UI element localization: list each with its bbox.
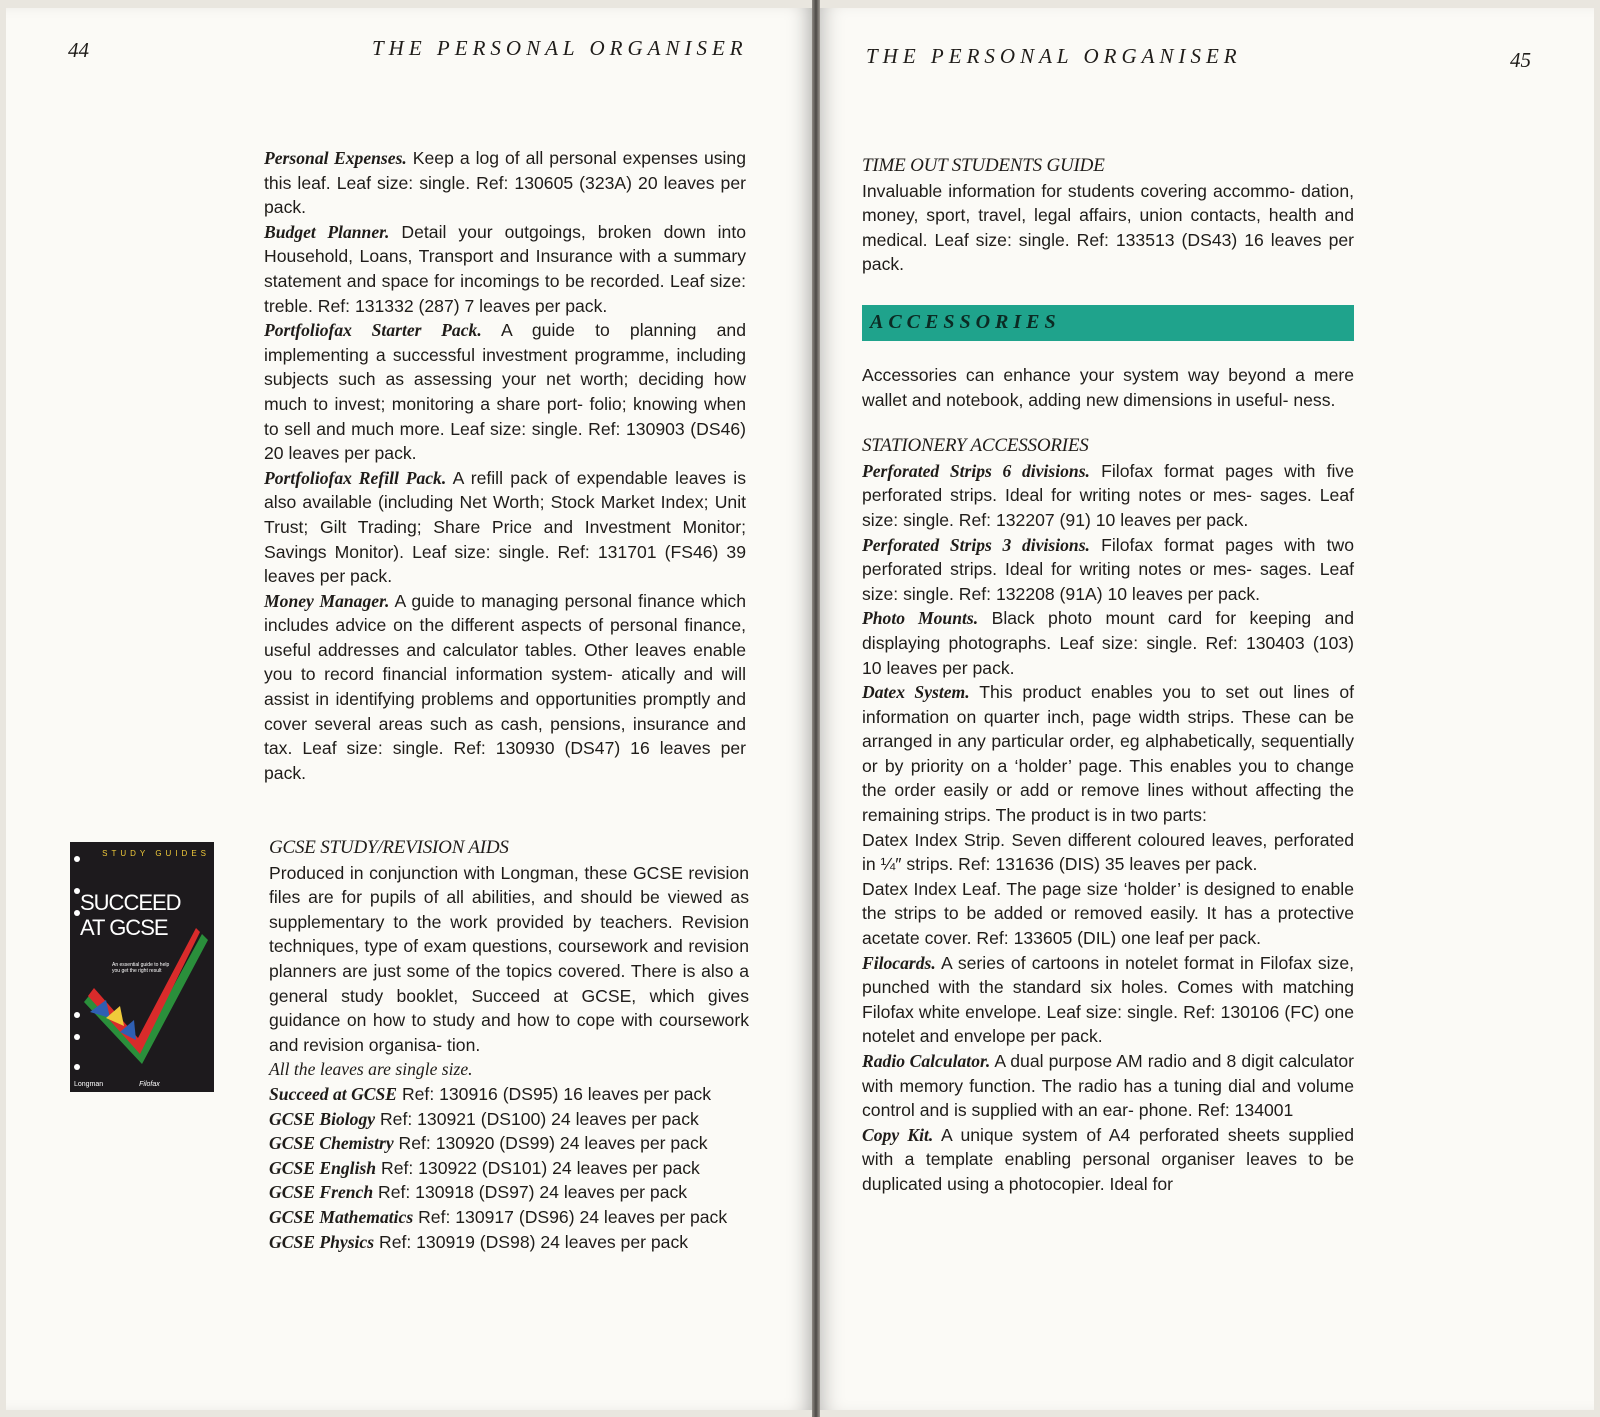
left-page-number: 44: [68, 38, 89, 62]
entry-datex-system: Datex System. This product enables you to set out lines of information on quarter inch, page width strips. These can be arranged in any particular order, eg alphabetically, sequentially or by priority on a ‘holder’ page. This enables you to change the order easily or add or remove lines without affecting the remaining strips. The product is in two parts:: [862, 682, 1355, 826]
gcse-note: All the leaves are single size.: [269, 1059, 473, 1080]
entry-title: Personal Expenses.: [264, 148, 407, 168]
right-running-head: THE PERSONAL ORGANISER: [866, 44, 1242, 68]
succeed-at-gcse-cover-image: [70, 842, 214, 1092]
left-running-head: THE PERSONAL ORGANISER: [372, 36, 748, 60]
students-guide-text: Invaluable information for students covering accommo- dation, money, sport, travel, legal affairs, union contacts, health and medical. Leaf size: single. Ref: 133513 (DS43) 16 leaves per pack.: [862, 180, 1354, 275]
book-gutter: [812, 0, 820, 1417]
entry-filocards: Filocards. A series of cartoons in notelet format in Filofax size, punched with the standard six holes. Comes with matching Filofax white envelope. Leaf size: single. Ref: 130106 (FC) one notelet and envelope per pack.: [862, 952, 1354, 1047]
punch-hole: [74, 1064, 80, 1070]
entry-budget-planner: Budget Planner. Detail your outgoings, broken down into Household, Loans, Transport and Insurance with a summary statement and space for incomings to be recorded. Leaf size: treble. Ref: 131332 (287) 7 leaves per pack.: [264, 221, 747, 316]
right-page-number: 45: [1510, 48, 1531, 72]
right-column: [862, 154, 1354, 1197]
gcse-item: GCSE English Ref: 130922 (DS101) 24 leaves per pack: [269, 1157, 700, 1178]
entry-portfoliofax-refill: Portfoliofax Refill Pack. A refill pack of expendable leaves is also available (including Net Worth; Stock Market Index; Unit Trust; Gilt Trading; Share Price and Investment Monitor; Savings Monitor). Leaf size: single. Ref: 131701 (FS46) 39 leaves per pack.: [264, 467, 747, 587]
gcse-item: GCSE French Ref: 130918 (DS97) 24 leaves per pack: [269, 1182, 688, 1203]
left-column: [264, 146, 746, 785]
cover-series-label: STUDY GUIDES: [102, 849, 210, 858]
entry-copy-kit: Copy Kit. A unique system of A4 perforated sheets supplied with a template enabling personal organiser leaves to be duplicated using a photocopier. Ideal for: [862, 1124, 1355, 1194]
entry-title: Portfoliofax Starter Pack.: [264, 320, 482, 341]
entry-title: Money Manager.: [264, 590, 390, 611]
entry-perforated-strips-6: Perforated Strips 6 divisions. Filofax format pages with five perforated strips. Ideal for writing notes or mes- sages. Leaf size: single. Ref: 132207 (91) 10 leaves per pack.: [862, 460, 1355, 530]
cover-publisher: Longman Filofax: [74, 1081, 160, 1088]
spacer: [862, 412, 1354, 434]
cover-blurb: An essential guide to help you get the right result: [112, 962, 170, 974]
punch-hole: [74, 888, 80, 894]
punch-hole: [74, 856, 80, 862]
students-guide-heading: TIME OUT STUDENTS GUIDE: [862, 155, 1105, 176]
cover-title: SUCCEED AT GCSE: [80, 890, 181, 940]
gcse-section: [269, 836, 749, 1254]
entry-personal-expenses: Personal Expenses. Keep a log of all personal expenses using this leaf. Leaf size: single. Ref: 130605 (323A) 20 leaves per pack.: [264, 148, 746, 218]
punch-hole: [74, 910, 80, 916]
entry-portfoliofax-starter: Portfoliofax Starter Pack. A guide to planning and implementing a successful investment programme, including subjects such as assessing your net worth; deciding how much to invest; monitoring a share port- folio; knowing when to sell and much more. Leaf size: single. Ref: 130903 (DS46) 20 leaves per pack.: [264, 320, 747, 464]
entry-title: Portfoliofax Refill Pack.: [264, 467, 447, 488]
entry-datex-index-strip: Datex Index Strip. Seven different coloured leaves, perforated in ¼″ strips. Ref: 131636 (DIS) 35 leaves per pack.: [862, 829, 1355, 875]
gcse-item: GCSE Biology Ref: 130921 (DS100) 24 leaves per pack: [269, 1108, 699, 1129]
entry-title: Budget Planner.: [264, 221, 390, 242]
punch-hole: [74, 1012, 80, 1018]
entry-photo-mounts: Photo Mounts. Black photo mount card for keeping and displaying photographs. Leaf size: single. Ref: 130403 (103) 10 leaves per pack.: [862, 608, 1354, 678]
entry-radio-calculator: Radio Calculator. A dual purpose AM radio and 8 digit calculator with memory function. The radio has a tuning dial and volume control and is supplied with an ear- phone. Ref: 134001: [862, 1051, 1355, 1121]
gcse-intro: Produced in conjunction with Longman, these GCSE revision files are for pupils of all abilities, and should be viewed as supplementary to the work provided by teachers. Revision techniques, type of exam questions, coursework and revision planners are just some of the topics covered. There is also a general study booklet, Succeed at GCSE, which gives guidance on how to study and how to cope with coursework and revision organisa- tion.: [269, 862, 750, 1055]
accessories-banner: ACCESSORIES: [862, 305, 1354, 341]
gcse-item: Succeed at GCSE Ref: 130916 (DS95) 16 leaves per pack: [269, 1083, 711, 1104]
gcse-item: GCSE Physics Ref: 130919 (DS98) 24 leaves per pack: [269, 1231, 689, 1252]
accessories-intro: Accessories can enhance your system way beyond a mere wallet and notebook, adding new dimensions in useful- ness.: [862, 364, 1354, 410]
gcse-heading: GCSE STUDY/REVISION AIDS: [269, 837, 509, 858]
stationery-heading: STATIONERY ACCESSORIES: [862, 435, 1089, 457]
entry-datex-index-leaf: Datex Index Leaf. The page size ‘holder’ is designed to enable the strips to be added or removed easily. It has a protective acetate cover. Ref: 133605 (DIL) one leaf per pack.: [862, 878, 1355, 949]
gcse-item: GCSE Chemistry Ref: 130920 (DS99) 24 leaves per pack: [269, 1133, 708, 1154]
entry-perforated-strips-3: Perforated Strips 3 divisions. Filofax format pages with two perforated strips. Ideal for writing notes or mes- sages. Leaf size: single. Ref: 132208 (91A) 10 leaves per pack.: [862, 534, 1355, 604]
punch-hole: [74, 1034, 80, 1040]
entry-money-manager: Money Manager. A guide to managing personal finance which includes advice on the different aspects of personal finance, useful addresses and calculator tables. Other leaves enable you to record financial information system- atically and will assist in identifying problems and opportunities promptly and cover several areas such as cash, pensions, insurance and tax. Leaf size: single. Ref: 130930 (DS47) 16 leaves per pack.: [264, 590, 747, 783]
gcse-item: GCSE Mathematics Ref: 130917 (DS96) 24 leaves per pack: [269, 1206, 728, 1227]
